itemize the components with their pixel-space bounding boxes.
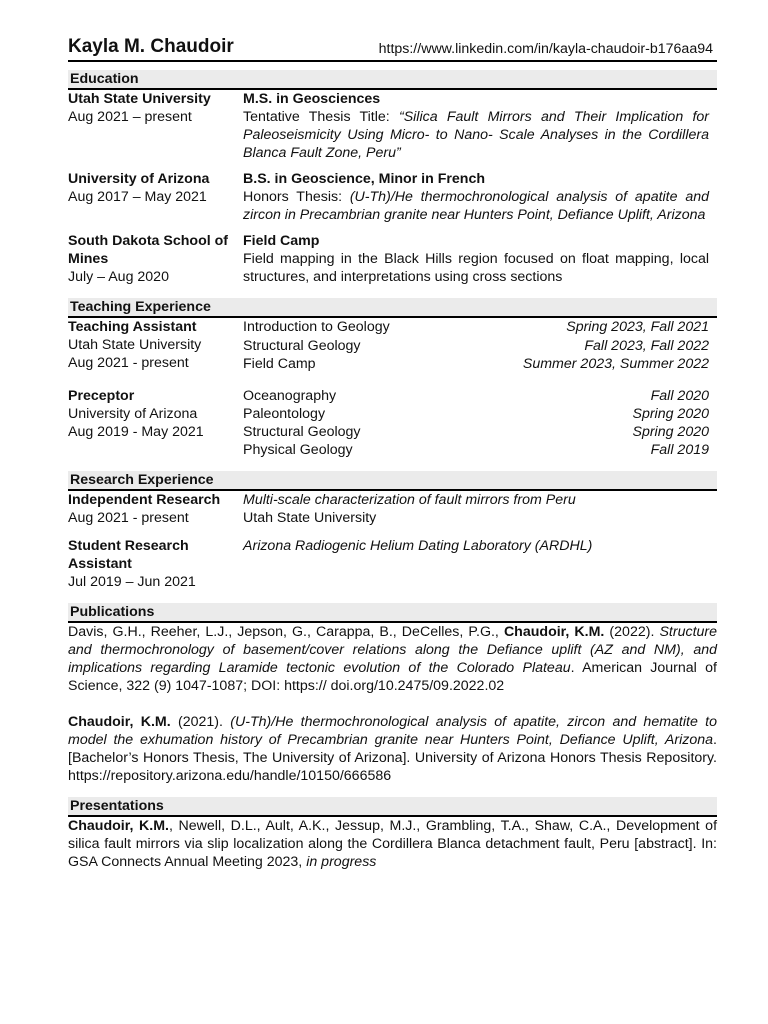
research-entry xyxy=(68,537,717,591)
course-row xyxy=(243,441,709,459)
degree-title: Field Camp xyxy=(243,233,320,249)
course-term: Fall 2023, Fall 2022 xyxy=(584,338,709,354)
presentation-item xyxy=(68,817,717,871)
course-name: Structural Geology xyxy=(243,424,361,440)
research-role: Independent Research xyxy=(68,492,221,508)
resume-page xyxy=(68,34,717,871)
pres-status: in progress xyxy=(306,854,377,870)
role-title: Teaching Assistant xyxy=(68,319,197,335)
school-name: Utah State University xyxy=(68,91,211,107)
section-title: Presentations xyxy=(68,797,717,817)
candidate-name: Kayla M. Chaudoir xyxy=(68,36,234,57)
education-entry xyxy=(68,170,717,224)
course-row xyxy=(243,318,709,336)
education-dates: Aug 2017 – May 2021 xyxy=(68,189,207,205)
research-role-cont: Assistant xyxy=(68,556,132,572)
teaching-role xyxy=(68,318,717,373)
course-row xyxy=(243,387,709,405)
course-name: Structural Geology xyxy=(243,338,361,354)
school-name: University of Arizona xyxy=(68,171,210,187)
degree-title: B.S. in Geoscience, Minor in French xyxy=(243,171,486,187)
teaching-role xyxy=(68,387,717,459)
research-role: Student Research xyxy=(68,538,189,554)
pub-authors: Davis, G.H., Reeher, L.J., Jepson, G., Carappa, B., DeCelles, P.G., xyxy=(68,624,504,640)
field-camp-description: Field mapping in the Black Hills region focused on float mapping, local structures, and interpretations using cross sections xyxy=(243,251,709,285)
pub-source: . American Journal of Science, 322 (9) 1047-1087; DOI: https:// doi.org/10.2475/09.2022.02 xyxy=(68,660,717,694)
pres-details: , Newell, D.L., Ault, A.K., Jessup, M.J., Grambling, T.A., Shaw, C.A., Development of silica fault mirrors via slip localization along the Cordillera Blanca detachment fault, Peru [abstract]. In: GSA Connects Annual Meeting 2023, xyxy=(68,818,718,870)
role-title: Preceptor xyxy=(68,388,135,404)
pub-author-self: Chaudoir, K.M. xyxy=(68,714,171,730)
research-project: Arizona Radiogenic Helium Dating Laboratory (ARDHL) xyxy=(243,538,593,554)
education-dates: Aug 2021 – present xyxy=(68,109,192,125)
publication-item xyxy=(68,713,717,785)
role-org: Utah State University xyxy=(68,337,202,353)
course-row xyxy=(243,405,709,423)
course-term: Fall 2019 xyxy=(650,442,709,458)
thesis-label: Tentative Thesis Title: xyxy=(243,109,399,125)
course-name: Oceanography xyxy=(243,388,337,404)
course-term: Spring 2023, Fall 2021 xyxy=(566,319,709,335)
course-row xyxy=(243,423,709,441)
pub-title: Structure and thermochronology of basement/cover relations along the Defiance uplift (AZ and NM), and implications regarding Laramide tectonic evolution of the Colorado Plateau xyxy=(68,624,718,676)
degree-title: M.S. in Geosciences xyxy=(243,91,381,107)
thesis-label: Honors Thesis: xyxy=(243,189,350,205)
pub-title: (U-Th)/He thermochronological analysis of apatite, zircon and hematite to model the exhumation history of Precambrian granite near Hunters Point, Defiance Uplift, Arizona xyxy=(68,714,717,748)
pres-author-self: Chaudoir, K.M. xyxy=(68,818,169,834)
research-entry xyxy=(68,491,717,527)
education-section xyxy=(68,70,717,286)
role-dates: Aug 2019 - May 2021 xyxy=(68,424,204,440)
resume-header xyxy=(68,34,717,62)
research-section xyxy=(68,471,717,591)
section-title: Publications xyxy=(68,603,717,623)
course-term: Summer 2023, Summer 2022 xyxy=(522,356,709,372)
section-title: Teaching Experience xyxy=(68,298,717,318)
school-name: South Dakota School of Mines xyxy=(68,233,229,267)
course-term: Spring 2020 xyxy=(632,424,709,440)
course-row xyxy=(243,355,709,373)
pub-year: (2022). xyxy=(604,624,660,640)
thesis-title: (U-Th)/He thermochronological analysis of apatite and zircon in Precambrian granite near Hunters Point, Defiance Uplift, Arizona xyxy=(243,189,709,223)
education-entry xyxy=(68,90,717,162)
research-dates: Jul 2019 – Jun 2021 xyxy=(68,574,196,590)
course-term: Spring 2020 xyxy=(632,406,709,422)
course-name: Introduction to Geology xyxy=(243,319,390,335)
pub-author-self: Chaudoir, K.M. xyxy=(503,624,605,640)
teaching-section xyxy=(68,298,717,459)
research-org: Utah State University xyxy=(243,510,377,526)
pub-source: . [Bachelor’s Honors Thesis, The University of Arizona]. University of Arizona Honors Thesis Repository. https://repository.arizona.edu/handle/10150/666586 xyxy=(68,732,717,784)
publication-item xyxy=(68,623,717,695)
course-name: Physical Geology xyxy=(243,442,353,458)
research-project: Multi-scale characterization of fault mirrors from Peru xyxy=(243,492,576,508)
thesis-title: “Silica Fault Mirrors and Their Implication for Paleoseismicity Using Micro- to Nano- Scale Analyses in the Cordillera Blanca Fault Zone, Peru” xyxy=(243,109,709,161)
section-title: Education xyxy=(68,70,717,90)
role-dates: Aug 2021 - present xyxy=(68,355,189,371)
presentations-section xyxy=(68,797,717,871)
course-name: Paleontology xyxy=(243,406,326,422)
education-entry xyxy=(68,232,717,286)
course-row xyxy=(243,336,709,355)
linkedin-link[interactable]: https://www.linkedin.com/in/kayla-chaudoir-b176aa94 xyxy=(378,41,713,57)
course-term: Fall 2020 xyxy=(650,388,709,404)
education-dates: July – Aug 2020 xyxy=(68,269,169,285)
role-org: University of Arizona xyxy=(68,406,198,422)
course-name: Field Camp xyxy=(243,356,316,372)
pub-year: (2021). xyxy=(170,714,231,730)
research-dates: Aug 2021 - present xyxy=(68,510,189,526)
section-title: Research Experience xyxy=(68,471,717,491)
publications-section xyxy=(68,603,717,785)
